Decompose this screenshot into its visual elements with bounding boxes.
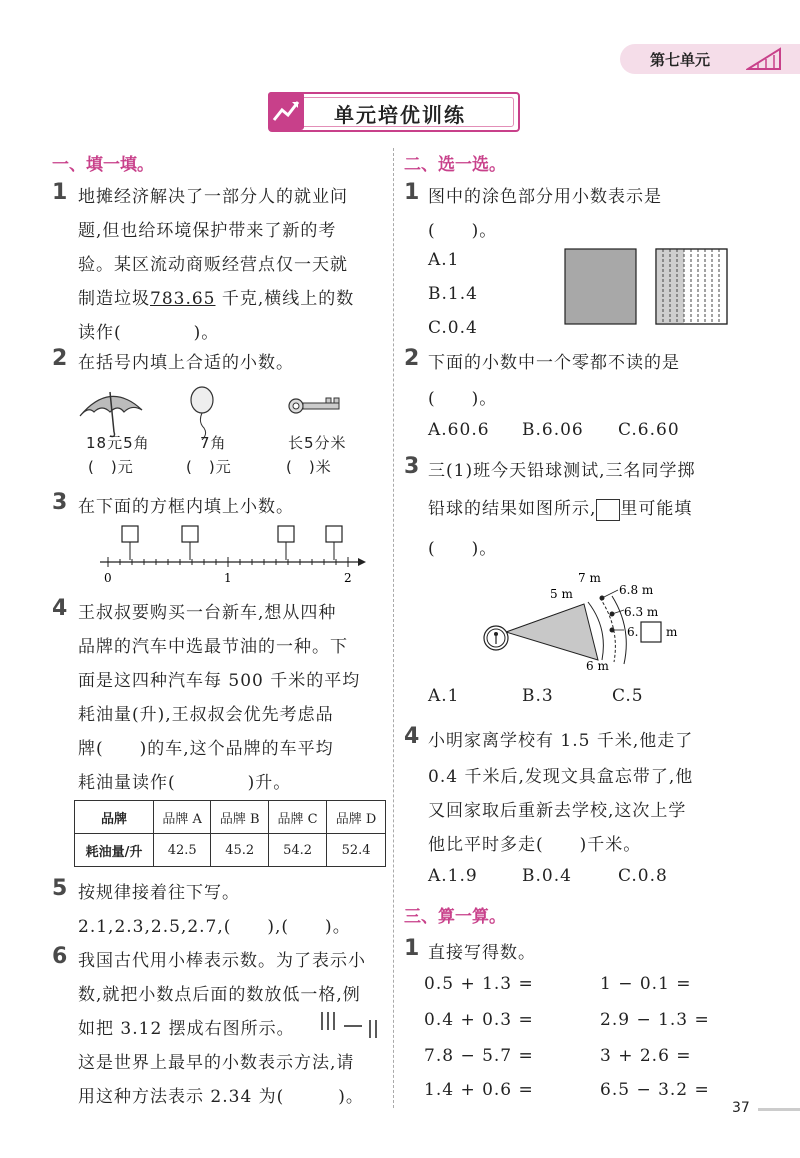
text-line: 如把 3.12 摆成右图所示。 [78, 1019, 295, 1039]
unit-label: 第七单元 [650, 51, 711, 69]
question-text: 在括号内填上合适的小数。 [78, 353, 294, 373]
equation[interactable]: 0.5 + 1.3 = [424, 974, 534, 994]
option[interactable]: B.6.06 [522, 420, 584, 440]
column-divider [393, 148, 394, 1108]
text-line: 这是世界上最早的小数表示方法,请 [78, 1053, 355, 1073]
text-line: 又回家取后重新去学校,这次上学 [428, 801, 687, 821]
option[interactable]: C.0.8 [618, 866, 668, 886]
text-line: 数,就把小数点后面的数放低一格,例 [78, 985, 361, 1005]
answer-blank[interactable]: ( )。 [428, 221, 498, 241]
section-1-heading: 一、填一填。 [52, 155, 154, 175]
text-line[interactable]: 耗油量读作( )升。 [78, 773, 292, 793]
equation[interactable]: 1 − 0.1 = [600, 974, 692, 994]
answer-blank[interactable]: ( )。 [428, 389, 498, 409]
table-cell: 品牌 A [154, 801, 211, 834]
text-line: 耗油量(升),王叔叔会优先考虑品 [78, 705, 334, 725]
answer-box[interactable] [596, 499, 620, 521]
question-text: 直接写得数。 [428, 943, 536, 963]
question-number: 1 [52, 180, 68, 205]
table-cell: 42.5 [154, 834, 211, 867]
answer-blank[interactable]: ( )元 [186, 458, 232, 476]
section-3-heading: 三、算一算。 [404, 907, 506, 927]
table-row [75, 801, 386, 834]
option[interactable]: C.5 [612, 686, 644, 706]
table-row [75, 834, 386, 867]
shaded-squares [564, 248, 744, 328]
equation[interactable]: 2.9 − 1.3 = [600, 1010, 710, 1030]
table-cell: 54.2 [268, 834, 326, 867]
question-text: 按规律接着往下写。 [78, 883, 240, 903]
table-cell: 45.2 [211, 834, 269, 867]
tick-label: 0 [104, 571, 112, 585]
page-title: 单元培优训练 [334, 103, 466, 127]
question-number: 4 [404, 724, 420, 749]
ruler-icon [746, 47, 782, 71]
distance-label: 6.3 m [624, 605, 659, 619]
shot-put-diagram [478, 568, 718, 672]
distance-label: m [666, 625, 678, 639]
answer-blank[interactable]: ( )元 [88, 458, 134, 476]
option[interactable]: C.0.4 [428, 318, 478, 338]
question-number: 5 [52, 876, 68, 901]
distance-label: 6 m [586, 659, 609, 672]
text-line: 小明家离学校有 1.5 千米,他走了 [428, 731, 694, 751]
answer-box [641, 622, 661, 642]
chart-icon [268, 92, 304, 130]
answer-blank[interactable]: ( )米 [286, 458, 332, 476]
counting-rods [318, 1010, 388, 1040]
equation[interactable]: 6.5 − 3.2 = [600, 1080, 710, 1100]
distance-label: 5 m [550, 587, 573, 601]
option[interactable]: B.1.4 [428, 284, 478, 304]
equation[interactable]: 1.4 + 0.6 = [424, 1080, 534, 1100]
distance-label: 7 m [578, 571, 601, 585]
number-line [96, 522, 366, 592]
option[interactable]: B.3 [522, 686, 554, 706]
option[interactable]: C.6.60 [618, 420, 680, 440]
text-line: 制造垃圾783.65 千克,横线上的数 [78, 289, 355, 309]
fuel-table [74, 800, 386, 867]
item-label: 18元5角 [86, 434, 150, 452]
item-label: 7角 [200, 434, 227, 452]
page-number-bar [758, 1108, 800, 1111]
option[interactable]: A.1.9 [428, 866, 478, 886]
question-number: 1 [404, 936, 420, 961]
sequence-line[interactable]: 2.1,2.3,2.5,2.7,( ),( )。 [78, 917, 351, 937]
unit-tab [620, 44, 800, 74]
table-cell: 品牌 C [268, 801, 326, 834]
equation[interactable]: 7.8 − 5.7 = [424, 1046, 534, 1066]
tick-label: 2 [344, 571, 352, 585]
question-number: 3 [52, 490, 68, 515]
text-line: 0.4 千米后,发现文具盒忘带了,他 [428, 767, 694, 787]
page-title-box [268, 92, 520, 132]
table-cell: 品牌 D [327, 801, 386, 834]
umbrella-icon [80, 392, 142, 437]
text-line[interactable]: 他比平时多走( )千米。 [428, 835, 642, 855]
text-line: 三(1)班今天铅球测试,三名同学掷 [428, 461, 696, 481]
text-line: 地摊经济解决了一部分人的就业问 [78, 187, 348, 207]
question-number: 4 [52, 596, 68, 621]
option[interactable]: B.0.4 [522, 866, 572, 886]
table-cell: 品牌 B [211, 801, 269, 834]
text-line: 题,但也给环境保护带来了新的考 [78, 221, 337, 241]
question-number: 3 [404, 454, 420, 479]
text-line: 图中的涂色部分用小数表示是 [428, 187, 662, 207]
question-number: 2 [404, 346, 420, 371]
option[interactable]: A.1 [428, 250, 460, 270]
key-icon [289, 398, 339, 413]
text-line: 面是这四种汽车每 500 千米的平均 [78, 671, 361, 691]
table-header: 耗油量/升 [75, 834, 154, 867]
tick-label: 1 [224, 571, 232, 585]
section-2-heading: 二、选一选。 [404, 155, 506, 175]
distance-label: 6.8 m [619, 583, 654, 597]
distance-label: 6. [627, 625, 639, 639]
table-header: 品牌 [75, 801, 154, 834]
question-number: 6 [52, 944, 68, 969]
text-line: 品牌的汽车中选最节油的一种。下 [78, 637, 348, 657]
text-line[interactable]: 用这种方法表示 2.34 为( )。 [78, 1087, 364, 1107]
text-line: 铅球的结果如图所示, 里可能填 [428, 499, 693, 519]
answer-blank[interactable]: ( )。 [428, 539, 498, 559]
equation[interactable]: 3 + 2.6 = [600, 1046, 692, 1066]
page-number: 37 [732, 1100, 750, 1116]
option[interactable]: A.1 [428, 686, 460, 706]
equation[interactable]: 0.4 + 0.3 = [424, 1010, 534, 1030]
item-label: 长5分米 [288, 434, 347, 452]
text-line: 验。某区流动商贩经营点仅一天就 [78, 255, 348, 275]
answer-blank-line[interactable]: 读作( )。 [78, 323, 220, 343]
answer-box [122, 526, 342, 542]
question-number: 2 [52, 346, 68, 371]
table-cell: 52.4 [327, 834, 386, 867]
underlined-number: 783.65 [150, 289, 216, 309]
question-number: 1 [404, 180, 420, 205]
text-line[interactable]: 牌( )的车,这个品牌的车平均 [78, 739, 334, 759]
text-line: 我国古代用小棒表示数。为了表示小 [78, 951, 366, 971]
text-line: 下面的小数中一个零都不读的是 [428, 353, 680, 373]
option[interactable]: A.60.6 [428, 420, 490, 440]
question-text: 在下面的方框内填上小数。 [78, 497, 294, 517]
text-line: 王叔叔要购买一台新车,想从四种 [78, 603, 337, 623]
